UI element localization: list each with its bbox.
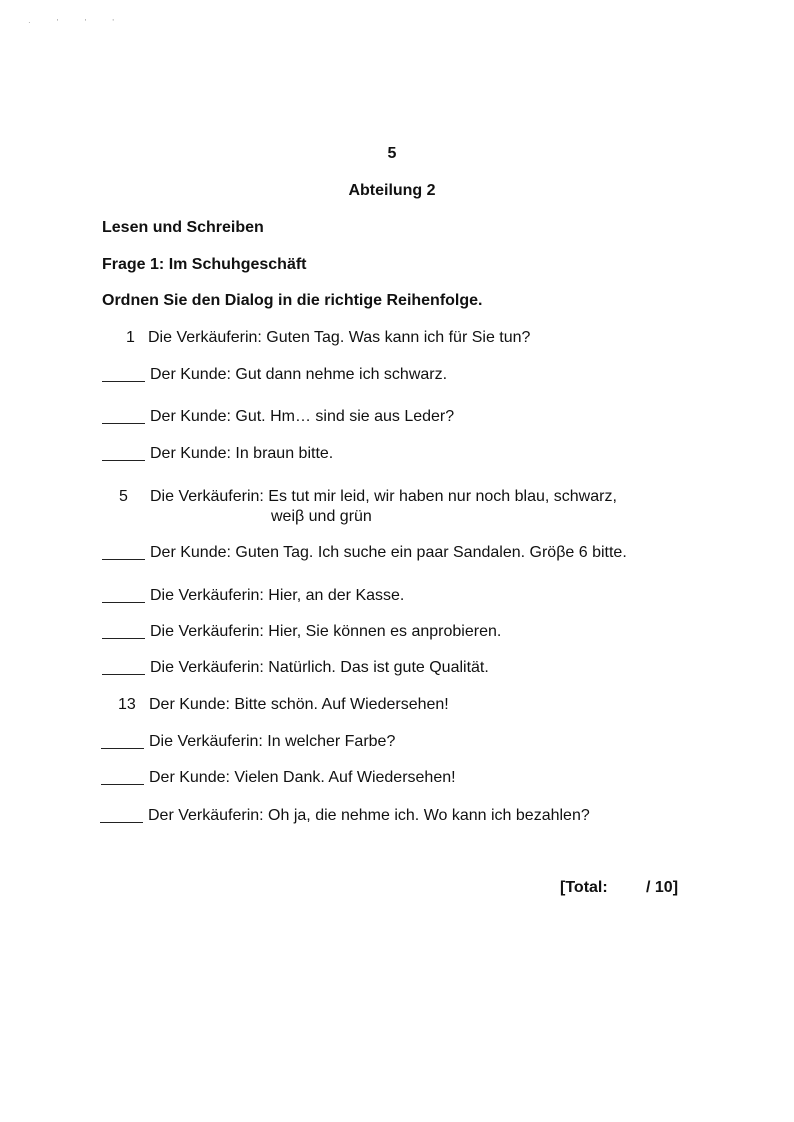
dialog-line: Die Verkäuferin: Hier, an der Kasse.	[150, 587, 405, 604]
dialog-line: Der Kunde: Vielen Dank. Auf Wiedersehen!	[149, 769, 456, 786]
dialog-line: Der Kunde: In braun bitte.	[150, 445, 334, 462]
dialog-line: Die Verkäuferin: Natürlich. Das ist gute Qualität.	[150, 659, 489, 676]
answer-blank[interactable]	[102, 460, 145, 461]
answer-blank[interactable]	[102, 423, 145, 424]
scan-specks: · ' ' '	[28, 18, 126, 27]
dialog-line: Die Verkäuferin: In welcher Farbe?	[149, 733, 396, 750]
answer-blank[interactable]	[102, 638, 145, 639]
dialog-line: Die Verkäuferin: Guten Tag. Was kann ich für Sie tun?	[148, 329, 531, 346]
answer-blank[interactable]	[100, 822, 143, 823]
page-number: 5	[387, 145, 397, 162]
question-title: Frage 1: Im Schuhgeschäft	[102, 256, 307, 273]
answer-blank[interactable]	[101, 748, 144, 749]
dialog-line: Der Kunde: Guten Tag. Ich suche ein paar Sandalen. Gröβe 6 bitte.	[150, 544, 627, 561]
line-number: 1	[126, 329, 135, 346]
answer-blank[interactable]	[102, 674, 145, 675]
dialog-line: Der Kunde: Bitte schön. Auf Wiedersehen!	[149, 696, 449, 713]
dialog-line: Die Verkäuferin: Hier, Sie können es anprobieren.	[150, 623, 502, 640]
subtitle: Lesen und Schreiben	[102, 219, 264, 236]
dialog-line: Der Verkäuferin: Oh ja, die nehme ich. Wo kann ich bezahlen?	[148, 807, 590, 824]
dialog-line-continuation: weiβ und grün	[271, 508, 372, 525]
dialog-line: Die Verkäuferin: Es tut mir leid, wir haben nur noch blau, schwarz,	[150, 488, 617, 505]
answer-blank[interactable]	[102, 381, 145, 382]
dialog-line: Der Kunde: Gut. Hm… sind sie aus Leder?	[150, 408, 455, 425]
answer-blank[interactable]	[102, 559, 145, 560]
line-number: 13	[118, 696, 136, 713]
section-title: Abteilung 2	[348, 182, 436, 199]
answer-blank[interactable]	[102, 602, 145, 603]
dialog-line: Der Kunde: Gut dann nehme ich schwarz.	[150, 366, 448, 383]
line-number: 5	[119, 488, 128, 505]
total-max: / 10]	[646, 879, 679, 896]
instruction: Ordnen Sie den Dialog in die richtige Reihenfolge.	[102, 292, 483, 309]
answer-blank[interactable]	[101, 784, 144, 785]
total-label: [Total:	[560, 879, 608, 896]
